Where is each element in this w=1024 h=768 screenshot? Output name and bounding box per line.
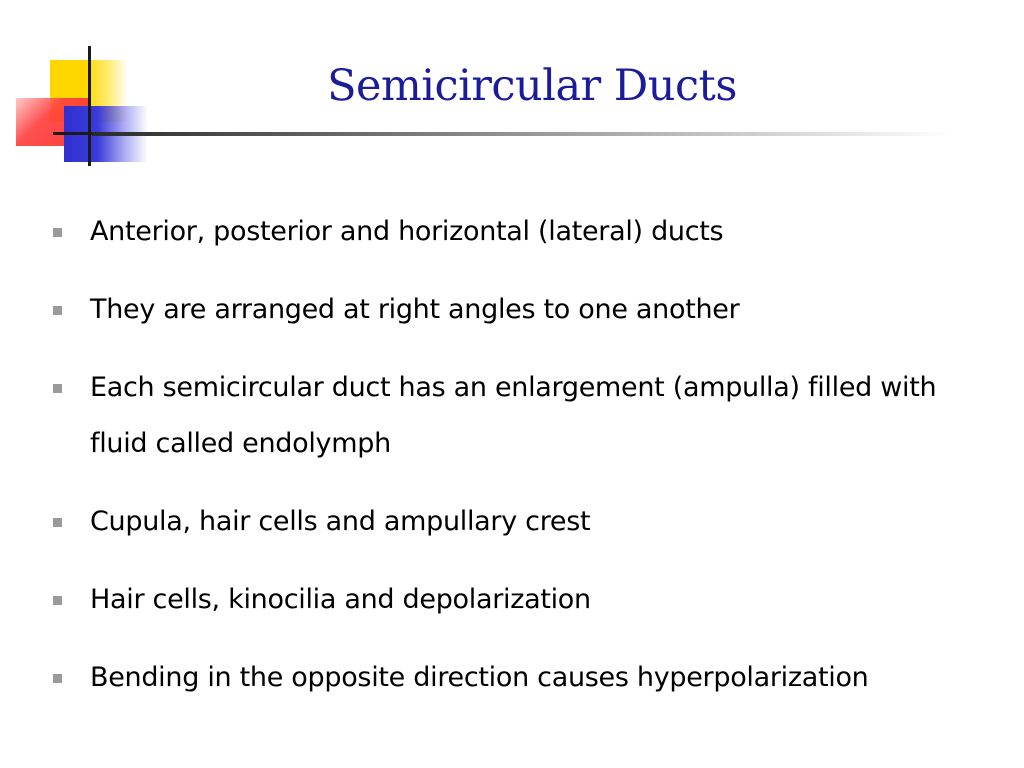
bullet-text: Bending in the opposite direction causes hyperpolarization: [90, 662, 869, 693]
bullet-item: [50, 650, 990, 706]
bullet-square-icon: [53, 674, 62, 683]
bullet-text: Each semicircular duct has an enlargement (ampulla) filled with fluid called endolymph: [90, 372, 937, 459]
logo-vertical-line: [88, 46, 91, 166]
bullet-text: Anterior, posterior and horizontal (lateral) ducts: [90, 216, 724, 247]
decorative-logo: [0, 0, 170, 175]
bullet-item: [50, 494, 990, 550]
bullet-square-icon: [53, 384, 62, 393]
bullet-text: They are arranged at right angles to one another: [90, 294, 740, 325]
bullet-list: [50, 204, 990, 728]
bullet-item: [50, 360, 990, 472]
bullet-item: [50, 204, 990, 260]
bullet-square-icon: [53, 228, 62, 237]
bullet-square-icon: [53, 596, 62, 605]
bullet-text: Cupula, hair cells and ampullary crest: [90, 506, 591, 537]
bullet-item: [50, 282, 990, 338]
title-divider: [92, 132, 952, 136]
bullet-square-icon: [53, 306, 62, 315]
bullet-text: Hair cells, kinocilia and depolarization: [90, 584, 591, 615]
bullet-item: [50, 572, 990, 628]
slide-title: Semicircular Ducts: [327, 61, 737, 111]
bullet-square-icon: [53, 518, 62, 527]
